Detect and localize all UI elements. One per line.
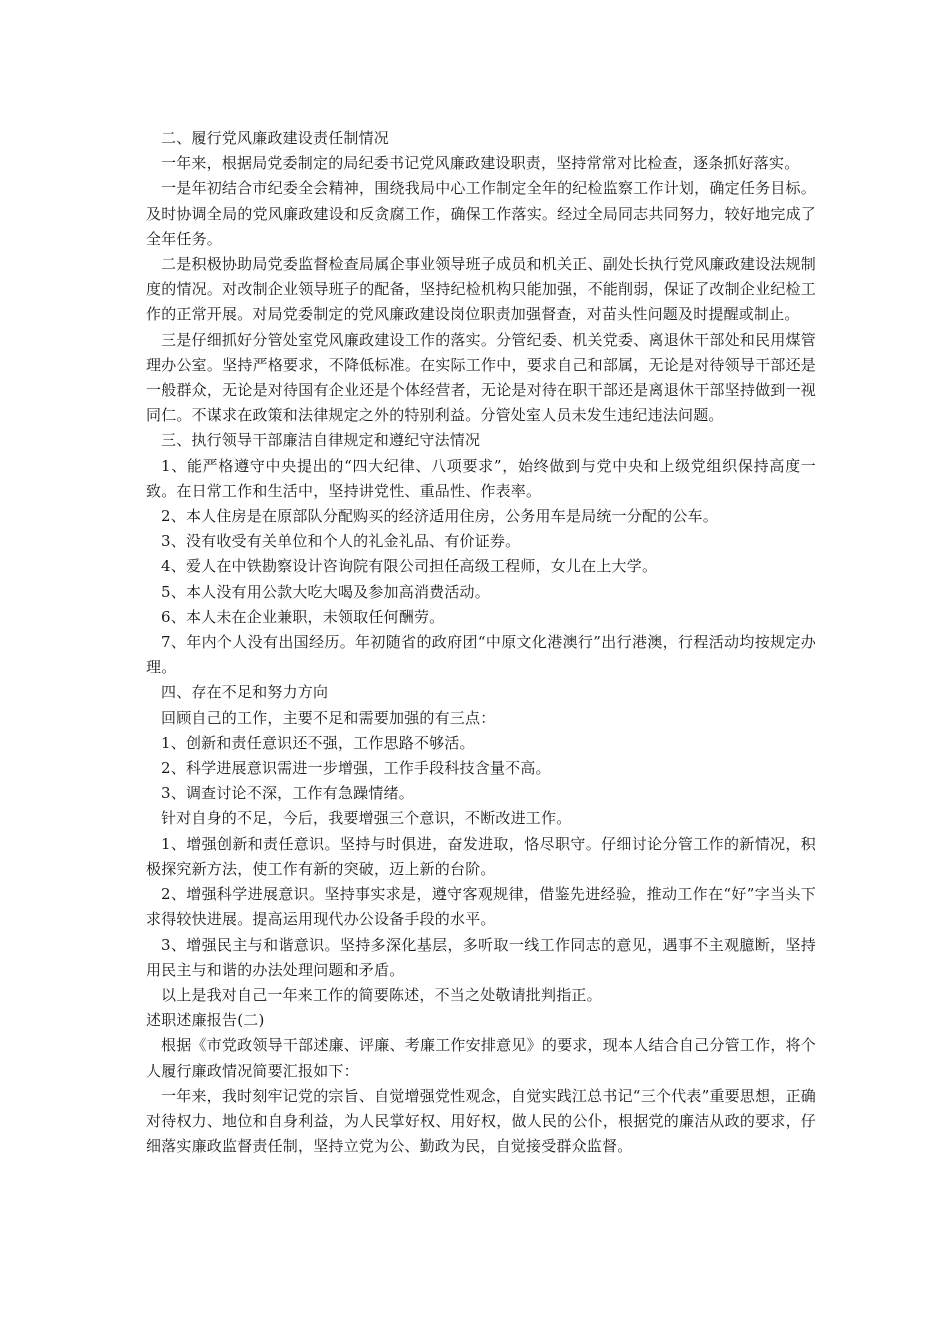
list-item: 3、增强民主与和谐意识。坚持多深化基层，多听取一线工作同志的意见，遇事不主观臆断，坚持用民主与和谐的办法处理问题和矛盾。 [146, 935, 816, 979]
list-item: 1、能严格遵守中央提出的“四大纪律、八项要求”，始终做到与党中央和上级党组织保持高度一致。在日常工作和生活中，坚持讲党性、重品性、作表率。 [146, 456, 816, 500]
paragraph: 二是积极协助局党委监督检查局属企事业领导班子成员和机关正、副处长执行党风廉政建设法规制度的情况。对改制企业领导班子的配备，坚持纪检机构只能加强，不能削弱，保证了改制企业纪检工作的正常开展。对局党委制定的党风廉政建设岗位职责加强督查，对苗头性问题及时提醒或制止。 [146, 255, 816, 324]
section-heading-4: 四、存在不足和努力方向 [161, 683, 329, 702]
paragraph: 以上是我对自己一年来工作的简要陈述，不当之处敬请批判指正。 [161, 985, 602, 1004]
paragraph: 一年来，根据局党委制定的局纪委书记党风廉政建设职责，坚持常常对比检查，逐条抓好落实。 [161, 154, 800, 173]
list-item: 1、增强创新和责任意识。坚持与时俱进，奋发进取，恪尽职守。仔细讨论分管工作的新情况，积极探究新方法，使工作有新的突破，迈上新的台阶。 [146, 834, 816, 878]
list-item: 2、增强科学进展意识。坚持事实求是，遵守客观规律，借鉴先进经验，推动工作在“好”字当头下求得较快进展。提高运用现代办公设备手段的水平。 [146, 885, 816, 929]
paragraph: 一是年初结合市纪委全会精神，围绕我局中心工作制定全年的纪检监察工作计划，确定任务目标。及时协调全局的党风廉政建设和反贪腐工作，确保工作落实。经过全局同志共同努力，较好地完成了全年任务。 [146, 179, 816, 248]
list-item: 6、本人未在企业兼职，未领取任何酬劳。 [161, 607, 445, 626]
paragraph: 一年来，我时刻牢记党的宗旨、自觉增强党性观念，自觉实践江总书记“三个代表”重要思想，正确对待权力、地位和自身利益，为人民掌好权、用好权，做人民的公仆，根据党的廉洁从政的要求，仔细落实廉政监督责任制，坚持立党为公、勤政为民，自觉接受群众监督。 [146, 1086, 816, 1156]
section-heading-2: 二、履行党风廉政建设责任制情况 [161, 129, 390, 147]
paragraph: 针对自身的不足，今后，我要增强三个意识，不断改进工作。 [161, 809, 572, 828]
report-title: 述职述廉报告(二) [146, 1011, 265, 1030]
list-item: 3、调查讨论不深，工作有急躁情绪。 [161, 784, 414, 803]
paragraph: 三是仔细抓好分管处室党风廉政建设工作的落实。分管纪委、机关党委、离退休干部处和民用煤管理办公室。坚持严格要求，不降低标准。在实际工作中，要求自己和部属，无论是对待领导干部还是一般群众，无论是对待国有企业还是个体经营者，无论是对待在职干部还是离退休干部坚持做到一视同仁。不谋求在政策和法律规定之外的特别利益。分管处室人员未发生违纪违法问题。 [146, 330, 816, 425]
paragraph: 根据《市党政领导干部述廉、评廉、考廉工作安排意见》的要求，现本人结合自己分管工作，将个人履行廉政情况简要汇报如下： [146, 1036, 816, 1080]
list-item: 2、本人住房是在原部队分配购买的经济适用住房，公务用车是局统一分配的公车。 [161, 507, 718, 526]
list-item: 4、爱人在中铁勘察设计咨询院有限公司担任高级工程师，女儿在上大学。 [161, 557, 658, 576]
list-item: 3、没有收受有关单位和个人的礼金礼品、有价证券。 [161, 532, 521, 551]
section-heading-3: 三、执行领导干部廉洁自律规定和遵纪守法情况 [161, 431, 481, 450]
document-body [146, 126, 816, 1159]
list-item: 2、科学进展意识需进一步增强，工作手段科技含量不高。 [161, 759, 551, 778]
list-item: 1、创新和责任意识还不强，工作思路不够活。 [161, 733, 475, 752]
paragraph: 回顾自己的工作，主要不足和需要加强的有三点： [161, 708, 496, 727]
list-item: 7、年内个人没有出国经历。年初随省的政府团“中原文化港澳行”出行港澳，行程活动均按规定办理。 [146, 633, 816, 677]
list-item: 5、本人没有用公款大吃大喝及参加高消费活动。 [161, 582, 490, 601]
